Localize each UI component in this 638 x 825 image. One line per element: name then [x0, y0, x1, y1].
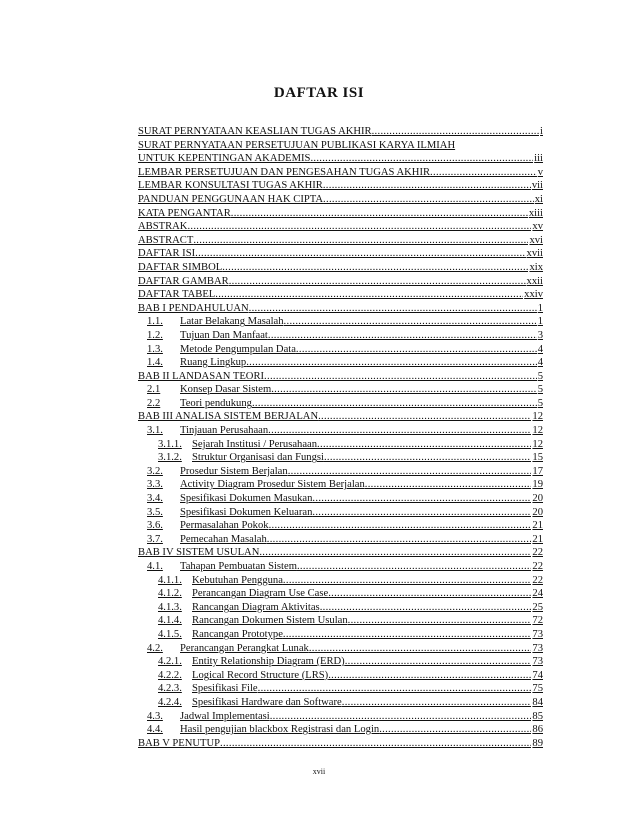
- toc-entry-4-1-1[interactable]: [138, 574, 543, 588]
- toc-page-number: 5: [537, 370, 543, 382]
- toc-number: 1.2.: [147, 329, 163, 341]
- toc-page-number: 73: [532, 642, 543, 654]
- toc-label: Spesifikasi File: [192, 683, 258, 695]
- toc-label: Permasalahan Pokok: [180, 520, 269, 532]
- toc-number: 3.1.: [147, 425, 163, 437]
- toc-page-number: 22: [532, 547, 543, 559]
- toc-label: LEMBAR PERSETUJUAN DAN PENGESAHAN TUGAS AKHIR: [138, 166, 431, 178]
- toc-entry-list-of-tables[interactable]: [138, 288, 543, 302]
- toc-number: 3.4.: [147, 493, 163, 505]
- toc-entry-copyright-guide[interactable]: [138, 193, 543, 207]
- toc-page-number: 74: [532, 669, 543, 681]
- toc-entry-chapter-1[interactable]: [138, 302, 543, 316]
- toc-leader-dots: [229, 275, 526, 289]
- toc-label: UNTUK KEPENTINGAN AKADEMIS: [138, 153, 311, 165]
- toc-leader-dots: [328, 669, 531, 683]
- toc-entry-4-1[interactable]: [138, 560, 543, 574]
- toc-leader-dots: [231, 207, 528, 221]
- toc-label: Logical Record Structure (LRS): [192, 669, 329, 681]
- toc-number: 4.3.: [147, 710, 163, 722]
- toc-leader-dots: [259, 546, 531, 560]
- toc-number: 4.2.4.: [158, 696, 182, 708]
- toc-page-number: 5: [537, 397, 543, 409]
- toc-entry-chapter-5[interactable]: [138, 737, 543, 751]
- toc-page-number: 3: [537, 329, 543, 341]
- toc-leader-dots: [430, 166, 537, 180]
- toc-label: Metode Pengumpulan Data: [180, 343, 296, 355]
- toc-number: 3.7.: [147, 533, 163, 545]
- toc-leader-dots: [270, 710, 532, 724]
- toc-label: Kebutuhan Pengguna: [192, 574, 283, 586]
- toc-leader-dots: [258, 682, 532, 696]
- toc-label: Entity Relationship Diagram (ERD): [192, 656, 345, 668]
- toc-page-number: 21: [532, 533, 543, 545]
- toc-label: Spesifikasi Dokumen Masukan: [180, 493, 313, 505]
- toc-page-number: 5: [537, 384, 543, 396]
- toc-page-number: xv: [532, 221, 543, 233]
- toc-label: Tahapan Pembuatan Sistem: [180, 561, 297, 572]
- toc-page-number: vii: [531, 180, 543, 192]
- toc-leader-dots: [288, 465, 532, 479]
- toc-label: Spesifikasi Dokumen Keluaran: [180, 506, 313, 518]
- toc-label: Jadwal Implementasi: [180, 710, 270, 722]
- toc-entry-chapter-3[interactable]: [138, 410, 543, 424]
- toc-leader-dots: [342, 696, 532, 710]
- toc-label: Struktur Organisasi dan Fungsi: [192, 452, 324, 464]
- toc-page-number: xix: [529, 261, 543, 273]
- toc-entry-approval-sheet[interactable]: [138, 166, 543, 180]
- toc-number: 4.1.3.: [158, 601, 182, 613]
- toc-page-number: xi: [534, 193, 543, 205]
- toc-entry-publication-approval-line1[interactable]: [138, 139, 543, 153]
- toc-page-number: iii: [534, 153, 543, 165]
- toc-label: ABSTRAK: [138, 221, 188, 233]
- toc-page-number: i: [540, 126, 543, 137]
- toc-label: Prosedur Sistem Berjalan: [180, 465, 288, 477]
- toc-page-number: 21: [532, 520, 543, 532]
- toc-leader-dots: [264, 370, 537, 384]
- toc-page-number: 19: [532, 479, 543, 491]
- toc-number: 3.1.1.: [158, 438, 182, 450]
- toc-entry-4-1-5[interactable]: [138, 628, 543, 642]
- toc-entry-list-of-symbols[interactable]: [138, 261, 543, 275]
- toc-entry-3-2[interactable]: [138, 465, 543, 479]
- toc-entry-list-of-figures[interactable]: [138, 275, 543, 289]
- toc-label: Ruang Lingkup: [180, 357, 247, 369]
- toc-entry-chapter-2[interactable]: [138, 370, 543, 384]
- toc-entry-3-5[interactable]: [138, 506, 543, 520]
- toc-entry-foreword[interactable]: [138, 207, 543, 221]
- toc-leader-dots: [309, 642, 532, 656]
- toc-entry-2-2[interactable]: [138, 397, 543, 411]
- toc-entry-3-1[interactable]: [138, 424, 543, 438]
- toc-label: Activity Diagram Prosedur Sistem Berjalan: [180, 479, 365, 491]
- toc-label: Rancangan Prototype: [192, 628, 283, 640]
- toc-label: Hasil pengujian blackbox Registrasi dan Login: [180, 724, 380, 736]
- toc-page-number: 25: [532, 601, 543, 613]
- toc-leader-dots: [296, 343, 537, 357]
- toc-entry-statement-of-originality[interactable]: [138, 125, 543, 139]
- toc-leader-dots: [320, 601, 532, 615]
- toc-label: BAB I PENDAHULUAN: [138, 302, 249, 314]
- toc-label: BAB II LANDASAN TEORI: [138, 370, 265, 382]
- toc-entry-4-3[interactable]: [138, 710, 543, 724]
- toc-label: Perancangan Perangkat Lunak: [180, 642, 309, 654]
- toc-entry-abstrak[interactable]: [138, 220, 543, 234]
- table-of-contents: [138, 125, 543, 750]
- toc-entry-4-4[interactable]: [138, 723, 543, 737]
- toc-label: Rancangan Dokumen Sistem Usulan: [192, 615, 348, 627]
- toc-number: 2.1: [147, 384, 161, 396]
- toc-label: ABSTRACT: [138, 234, 194, 246]
- toc-leader-dots: [268, 424, 531, 438]
- toc-leader-dots: [348, 614, 532, 628]
- toc-page-number: xxii: [526, 275, 543, 287]
- toc-number: 4.1.1.: [158, 574, 182, 586]
- toc-number: 3.2.: [147, 465, 163, 477]
- toc-label: DAFTAR SIMBOL: [138, 261, 223, 273]
- toc-leader-dots: [249, 302, 537, 316]
- toc-page-number: 84: [532, 696, 543, 708]
- toc-entry-abstract[interactable]: [138, 234, 543, 248]
- toc-entry-publication-approval-line2[interactable]: [138, 152, 543, 166]
- toc-entry-3-7[interactable]: [138, 533, 543, 547]
- toc-number: 3.3.: [147, 479, 163, 491]
- toc-leader-dots: [267, 533, 532, 547]
- toc-page-number: 72: [532, 615, 543, 627]
- toc-page-number: 73: [532, 656, 543, 668]
- toc-leader-dots: [372, 125, 539, 139]
- toc-page-number: 1: [537, 316, 543, 328]
- toc-label: SURAT PERNYATAAN PERSETUJUAN PUBLIKASI KARYA ILMIAH: [138, 139, 456, 151]
- toc-page-number: 12: [532, 411, 543, 423]
- toc-entry-1-2[interactable]: [138, 329, 543, 343]
- toc-leader-dots: [345, 655, 532, 669]
- toc-leader-dots: [324, 451, 531, 465]
- toc-entry-4-1-4[interactable]: [138, 614, 543, 628]
- toc-number: 4.1.5.: [158, 628, 182, 640]
- toc-page-number: xxiv: [524, 289, 543, 301]
- toc-label: Pemecahan Masalah: [180, 533, 267, 545]
- toc-entry-4-1-3[interactable]: [138, 601, 543, 615]
- toc-entry-4-1-2[interactable]: [138, 587, 543, 601]
- toc-number: 2.2: [147, 397, 161, 409]
- toc-label: BAB V PENUTUP: [138, 737, 221, 749]
- toc-page-number: 20: [532, 493, 543, 505]
- toc-page-number: xvi: [529, 234, 543, 246]
- toc-page-number: 75: [532, 683, 543, 695]
- toc-leader-dots: [317, 438, 531, 452]
- toc-entry-consultation-sheet[interactable]: [138, 179, 543, 193]
- toc-leader-dots: [379, 723, 531, 737]
- page-number-footer: xvii: [312, 767, 326, 776]
- toc-label: PANDUAN PENGGUNAAN HAK CIPTA: [138, 193, 324, 205]
- toc-page-number: 1: [537, 302, 543, 314]
- toc-number: 4.2.: [147, 642, 163, 654]
- toc-number: 1.1.: [147, 316, 163, 328]
- toc-page-number: 86: [532, 724, 543, 736]
- toc-page-number: 4: [537, 343, 543, 355]
- toc-page-number: 15: [532, 452, 543, 464]
- toc-leader-dots: [246, 356, 536, 370]
- toc-number: 4.4.: [147, 724, 163, 736]
- toc-leader-dots: [215, 288, 523, 302]
- toc-leader-dots: [220, 737, 531, 751]
- toc-number: 4.1.: [147, 561, 163, 572]
- toc-page-number: 22: [532, 574, 543, 586]
- toc-number: 3.6.: [147, 520, 163, 532]
- toc-leader-dots: [195, 247, 525, 261]
- toc-number: 1.3.: [147, 343, 163, 355]
- toc-page-number: 12: [532, 425, 543, 437]
- toc-entry-2-1[interactable]: [138, 383, 543, 397]
- toc-label: DAFTAR TABEL: [138, 289, 216, 301]
- toc-page-number: 24: [532, 588, 543, 600]
- toc-entry-3-6[interactable]: [138, 519, 543, 533]
- toc-number: 4.2.2.: [158, 669, 182, 681]
- toc-entry-3-1-2[interactable]: [138, 451, 543, 465]
- toc-entry-4-2-1[interactable]: [138, 655, 543, 669]
- toc-label: LEMBAR KONSULTASI TUGAS AKHIR: [138, 180, 323, 192]
- toc-label: DAFTAR GAMBAR: [138, 275, 229, 287]
- toc-page-number: 89: [532, 737, 543, 749]
- toc-entry-4-2-4[interactable]: [138, 696, 543, 710]
- toc-page-number: 20: [532, 506, 543, 518]
- toc-entry-3-4[interactable]: [138, 492, 543, 506]
- toc-page-number: 73: [532, 628, 543, 640]
- toc-number: 4.1.2.: [158, 588, 182, 600]
- toc-page-number: 17: [532, 465, 543, 477]
- toc-leader-dots: [268, 329, 537, 343]
- toc-leader-dots: [271, 383, 536, 397]
- toc-label: DAFTAR ISI: [138, 248, 196, 260]
- toc-number: 1.4.: [147, 357, 163, 369]
- toc-label: Tinjauan Perusahaan: [180, 425, 269, 437]
- page-title: DAFTAR ISI: [273, 85, 365, 101]
- toc-entry-chapter-4[interactable]: [138, 546, 543, 560]
- toc-number: 3.5.: [147, 506, 163, 518]
- toc-page-number: v: [537, 166, 543, 178]
- toc-entry-1-3[interactable]: [138, 343, 543, 357]
- toc-leader-dots: [328, 587, 531, 601]
- toc-number: 4.2.1.: [158, 656, 182, 668]
- toc-entry-4-2[interactable]: [138, 642, 543, 656]
- toc-label: Teori pendukung: [180, 397, 252, 409]
- toc-leader-dots: [283, 628, 532, 642]
- toc-label: Spesifikasi Hardware dan Software: [192, 696, 342, 708]
- toc-label: Rancangan Diagram Aktivitas: [192, 601, 320, 613]
- toc-leader-dots: [318, 410, 531, 424]
- toc-label: KATA PENGANTAR: [138, 207, 231, 219]
- toc-number: 3.1.2.: [158, 452, 182, 464]
- toc-label: BAB III ANALISA SISTEM BERJALAN: [138, 411, 319, 423]
- toc-entry-1-1[interactable]: [138, 315, 543, 329]
- toc-leader-dots: [323, 193, 534, 207]
- toc-leader-dots: [310, 152, 533, 166]
- toc-page-number: xvii: [526, 248, 543, 260]
- toc-leader-dots: [283, 574, 531, 588]
- toc-leader-dots: [312, 506, 531, 520]
- toc-leader-dots: [365, 478, 532, 492]
- toc-leader-dots: [297, 560, 531, 574]
- toc-entry-3-1-1[interactable]: [138, 438, 543, 452]
- toc-label: Konsep Dasar Sistem: [180, 384, 272, 396]
- toc-leader-dots: [269, 519, 532, 533]
- toc-label: Perancangan Diagram Use Case: [192, 588, 329, 600]
- toc-leader-dots: [187, 220, 531, 234]
- toc-page-number: 85: [532, 710, 543, 722]
- toc-entry-1-4[interactable]: [138, 356, 543, 370]
- toc-label: SURAT PERNYATAAN KEASLIAN TUGAS AKHIR: [138, 126, 372, 137]
- toc-label: BAB IV SISTEM USULAN: [138, 547, 260, 559]
- toc-entry-4-2-2[interactable]: [138, 669, 543, 683]
- toc-leader-dots: [193, 234, 528, 248]
- toc-leader-dots: [323, 179, 531, 193]
- toc-entry-table-of-contents[interactable]: [138, 247, 543, 261]
- toc-label: Sejarah Institusi / Perusahaan: [192, 438, 318, 450]
- toc-page-number: 12: [532, 438, 543, 450]
- toc-label: Tujuan Dan Manfaat: [180, 329, 268, 341]
- toc-page-number: 22: [532, 561, 543, 572]
- toc-entry-3-3[interactable]: [138, 478, 543, 492]
- toc-number: 4.1.4.: [158, 615, 182, 627]
- toc-label: Latar Belakang Masalah: [180, 316, 284, 328]
- toc-leader-dots: [312, 492, 531, 506]
- toc-leader-dots: [252, 397, 537, 411]
- toc-leader-dots: [284, 315, 537, 329]
- toc-page-number: 4: [537, 357, 543, 369]
- toc-page-number: xiii: [528, 207, 543, 219]
- toc-leader-dots: [222, 261, 528, 275]
- toc-entry-4-2-3[interactable]: [138, 682, 543, 696]
- toc-number: 4.2.3.: [158, 683, 182, 695]
